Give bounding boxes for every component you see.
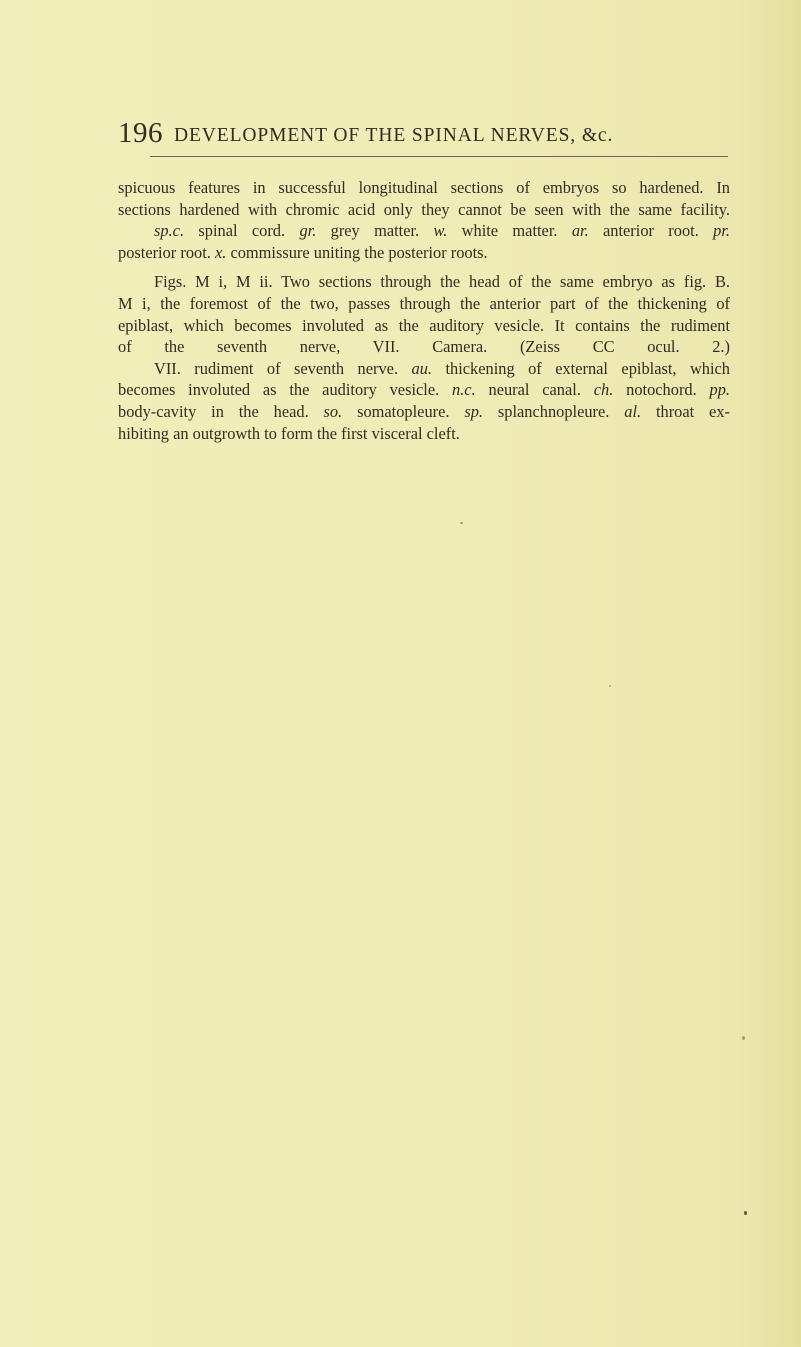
paper-speck xyxy=(460,522,463,524)
text-line: sections hardened with chromic acid only they cannot be seen with the same facility. xyxy=(118,199,730,219)
abbrev: gr. xyxy=(299,221,317,241)
abbrev: sp. xyxy=(464,401,484,421)
abbrev: so. xyxy=(323,401,343,421)
paper-speck xyxy=(744,1211,747,1215)
text-line: epiblast, which becomes involuted as the auditory vesicle. It contains the rudiment xyxy=(118,315,730,335)
caption-line: body-cavity in the head. so. somatopleure. sp. splanchnopleure. al. throat ex- xyxy=(118,401,730,421)
caption-line: becomes involuted as the auditory vesicle. n.c. neural canal. ch. notochord. pp. xyxy=(118,380,731,400)
header-rule xyxy=(150,156,728,157)
abbrev: au. xyxy=(411,358,432,378)
abbrev: al. xyxy=(624,401,642,421)
abbrev: n.c. xyxy=(452,380,476,400)
abbrev: ar. xyxy=(571,221,589,241)
body-text xyxy=(118,177,730,444)
caption-line: posterior root. x. commissure uniting the posterior roots. xyxy=(118,242,488,262)
text-line: M i, the foremost of the two, passes through the anterior part of the thickening of xyxy=(118,293,730,313)
paper-speck xyxy=(742,1036,745,1040)
abbrev: pp. xyxy=(709,380,731,400)
page-header xyxy=(118,117,758,157)
abbrev: x. xyxy=(214,242,227,262)
paper-speck xyxy=(609,685,611,687)
caption-line: VII. rudiment of seventh nerve. au. thickening of external epiblast, which xyxy=(154,358,731,378)
text-line: Figs. M i, M ii. Two sections through the head of the same embryo as fig. B. xyxy=(154,272,730,292)
text-line: of the seventh nerve, VII. Camera. (Zeiss CC ocul. 2.) xyxy=(118,337,730,357)
running-title: DEVELOPMENT OF THE SPINAL NERVES, &c. xyxy=(174,125,614,146)
caption-line: sp.c. spinal cord. gr. grey matter. w. white matter. ar. anterior root. pr. xyxy=(154,221,731,241)
text-line: spicuous features in successful longitudinal sections of embryos so hardened. In xyxy=(118,178,730,197)
abbrev: w. xyxy=(433,221,448,241)
page-number: 196 xyxy=(118,117,163,149)
abbrev: ch. xyxy=(593,380,614,400)
paragraph-1 xyxy=(118,177,730,263)
abbrev: sp.c. xyxy=(154,221,185,241)
paragraph-2 xyxy=(118,271,730,444)
text-line: hibiting an outgrowth to form the first visceral cleft. xyxy=(118,423,460,443)
abbrev: pr. xyxy=(713,221,731,241)
